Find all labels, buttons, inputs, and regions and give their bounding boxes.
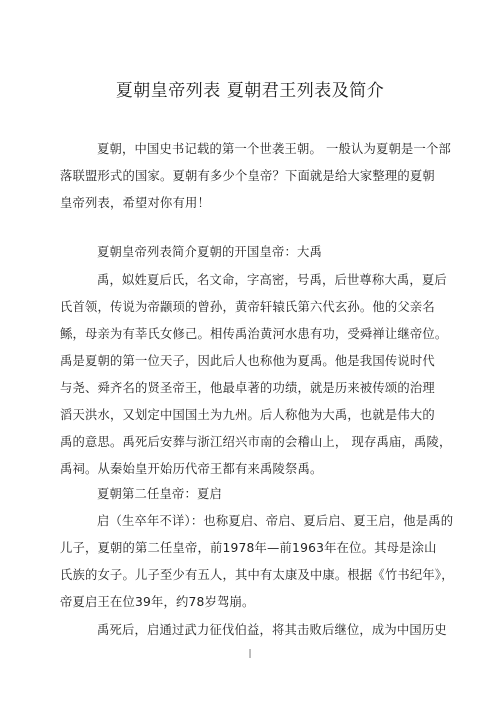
paragraph-line: 滔天洪水，又划定中国国土为九州。后人称他为大禹，也就是伟大的 bbox=[60, 408, 435, 422]
paragraph-line: 皇帝列表，希望对你有用！ bbox=[60, 196, 210, 210]
paragraph-line: 禹，姒姓夏后氏，名文命，字高密，号禹，后世尊称大禹，夏后 bbox=[97, 273, 447, 287]
paragraph-line: 夏朝，中国史书记载的第一个世袭王朝。 一般认为夏朝是一个部 bbox=[97, 142, 452, 156]
paragraph-line: 启（生卒年不详）：也称夏启、帝启、夏后启、夏王启，他是禹的 bbox=[97, 514, 454, 528]
paragraph-line: 禹是夏朝的第一位天子，因此后人也称他为夏禹。他是我国传说时代 bbox=[60, 354, 435, 368]
paragraph-line: 禹祠。从秦始皇开始历代帝王都有来禹陵祭禹。 bbox=[60, 462, 323, 476]
paragraph-line: 儿子，夏朝的第二任皇帝，前1978年—前1963年在位。其母是涂山 bbox=[60, 541, 437, 555]
paragraph-line: 鲧，母亲为有莘氏女修己。相传禹治黄河水患有功，受舜禅让继帝位。 bbox=[60, 327, 448, 341]
paragraph-line: 帝夏启王在位39年，约78岁驾崩。 bbox=[60, 595, 255, 609]
document-title: 夏朝皇帝列表 夏朝君王列表及简介 bbox=[115, 81, 385, 101]
paragraph-line: 氏族的女子。儿子至少有五人，其中有太康及中康。根据《竹书纪年》， bbox=[60, 568, 454, 582]
section-heading: 夏朝皇帝列表简介夏朝的开国皇帝：大禹 bbox=[97, 245, 322, 259]
paragraph-line: 禹的意思。禹死后安葬与浙江绍兴市南的会稽山上， 现存禹庙，禹陵， bbox=[60, 435, 452, 449]
paragraph-line: 落联盟形式的国家。夏朝有多少个皇帝？下面就是给大家整理的夏朝 bbox=[60, 169, 435, 183]
paragraph-line: 氏首领，传说为帝颛顼的曾孙，黄帝轩辕氏第六代玄孙。他的父亲名 bbox=[60, 300, 435, 314]
section-heading: 夏朝第二任皇帝：夏启 bbox=[97, 487, 222, 501]
paragraph-line: 与尧、舜齐名的贤圣帝王，他最卓著的功绩，就是历来被传颂的治理 bbox=[60, 381, 435, 395]
page-number-marker: | bbox=[248, 649, 252, 659]
paragraph-line: 禹死后，启通过武力征伐伯益，将其击败后继位，成为中国历史 bbox=[97, 623, 447, 637]
